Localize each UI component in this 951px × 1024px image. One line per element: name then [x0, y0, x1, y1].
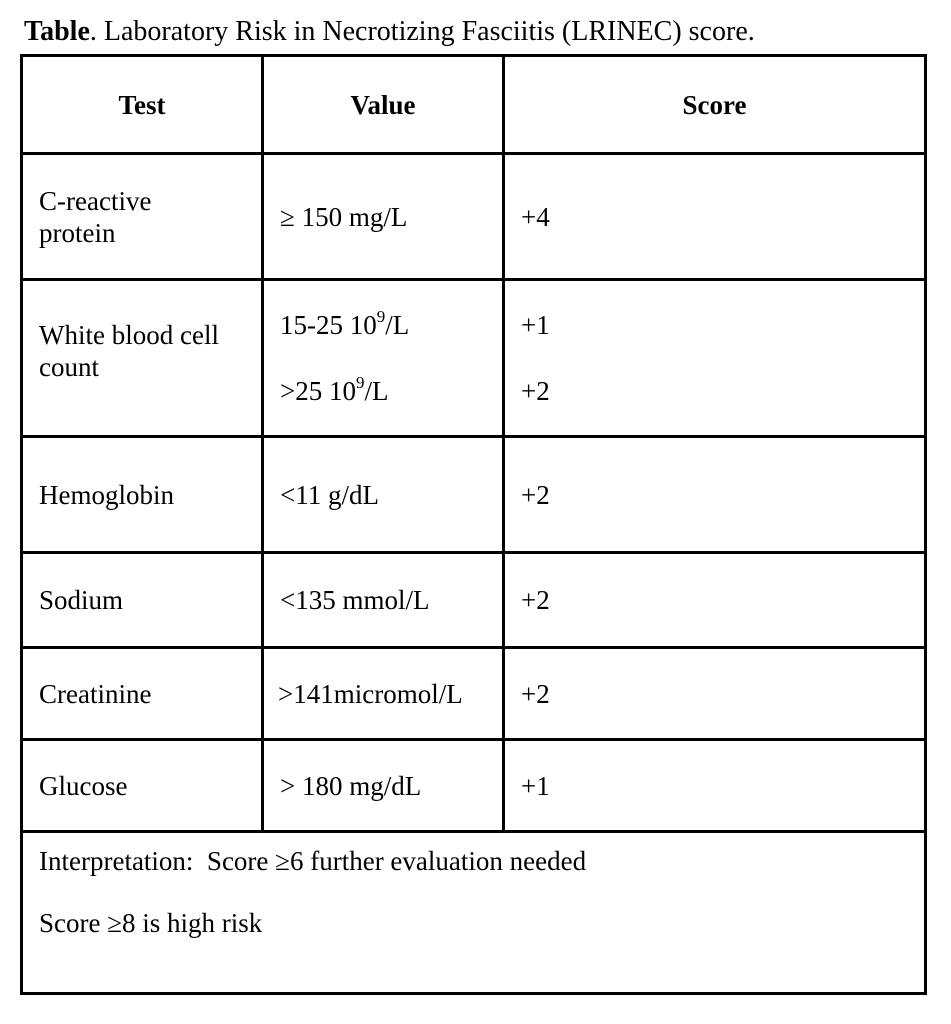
- score-cell: +2: [504, 553, 926, 648]
- value-cell: >141micromol/L: [263, 648, 504, 740]
- table-header-row: [22, 56, 926, 154]
- value-unit: /L: [364, 376, 389, 406]
- header-test: Test: [22, 56, 263, 154]
- header-score: Score: [504, 56, 926, 154]
- table-row: [22, 553, 926, 648]
- value-exponent: 9: [355, 373, 365, 392]
- table-row: [22, 280, 926, 437]
- table-caption: [24, 14, 755, 50]
- table-row: [22, 648, 926, 740]
- score-cell: +2: [504, 648, 926, 740]
- test-cell: C-reactive protein: [22, 154, 263, 280]
- value-exponent: 9: [376, 307, 386, 326]
- interpretation-row: [22, 832, 926, 994]
- value-base: >25 10: [280, 376, 356, 406]
- interpretation-line: Interpretation: Score ≥6 further evaluation needed: [39, 846, 587, 876]
- score-cell: +4: [504, 154, 926, 280]
- value-unit: /L: [385, 310, 410, 340]
- test-cell: Glucose: [22, 740, 263, 832]
- score-cell: +1: [504, 740, 926, 832]
- value-line: [280, 309, 502, 341]
- score-cell: [504, 280, 926, 437]
- test-cell: Hemoglobin: [22, 437, 263, 553]
- value-cell: <11 g/dL: [263, 437, 504, 553]
- value-cell: > 180 mg/dL: [263, 740, 504, 832]
- header-value: Value: [263, 56, 504, 154]
- test-cell: Creatinine: [22, 648, 263, 740]
- test-cell: [22, 280, 263, 437]
- test-label: White blood cell count: [39, 320, 219, 382]
- interpretation-line: Score ≥8 is high risk: [39, 908, 263, 938]
- caption-text: . Laboratory Risk in Necrotizing Fasciitis (LRINEC) score.: [89, 16, 755, 47]
- value-cell: [263, 280, 504, 437]
- score-cell: +2: [504, 437, 926, 553]
- value-cell: <135 mmol/L: [263, 553, 504, 648]
- interpretation-cell: [22, 832, 926, 994]
- score-line: +2: [521, 376, 550, 406]
- table-row: [22, 740, 926, 832]
- value-cell: ≥ 150 mg/L: [263, 154, 504, 280]
- value-line: [280, 375, 502, 407]
- value-base: 15-25 10: [280, 310, 377, 340]
- table-row: [22, 437, 926, 553]
- table-row: [22, 154, 926, 280]
- lrinec-score-table: [20, 54, 927, 995]
- test-cell: Sodium: [22, 553, 263, 648]
- caption-label: Table: [24, 16, 90, 47]
- score-line: +1: [521, 310, 550, 340]
